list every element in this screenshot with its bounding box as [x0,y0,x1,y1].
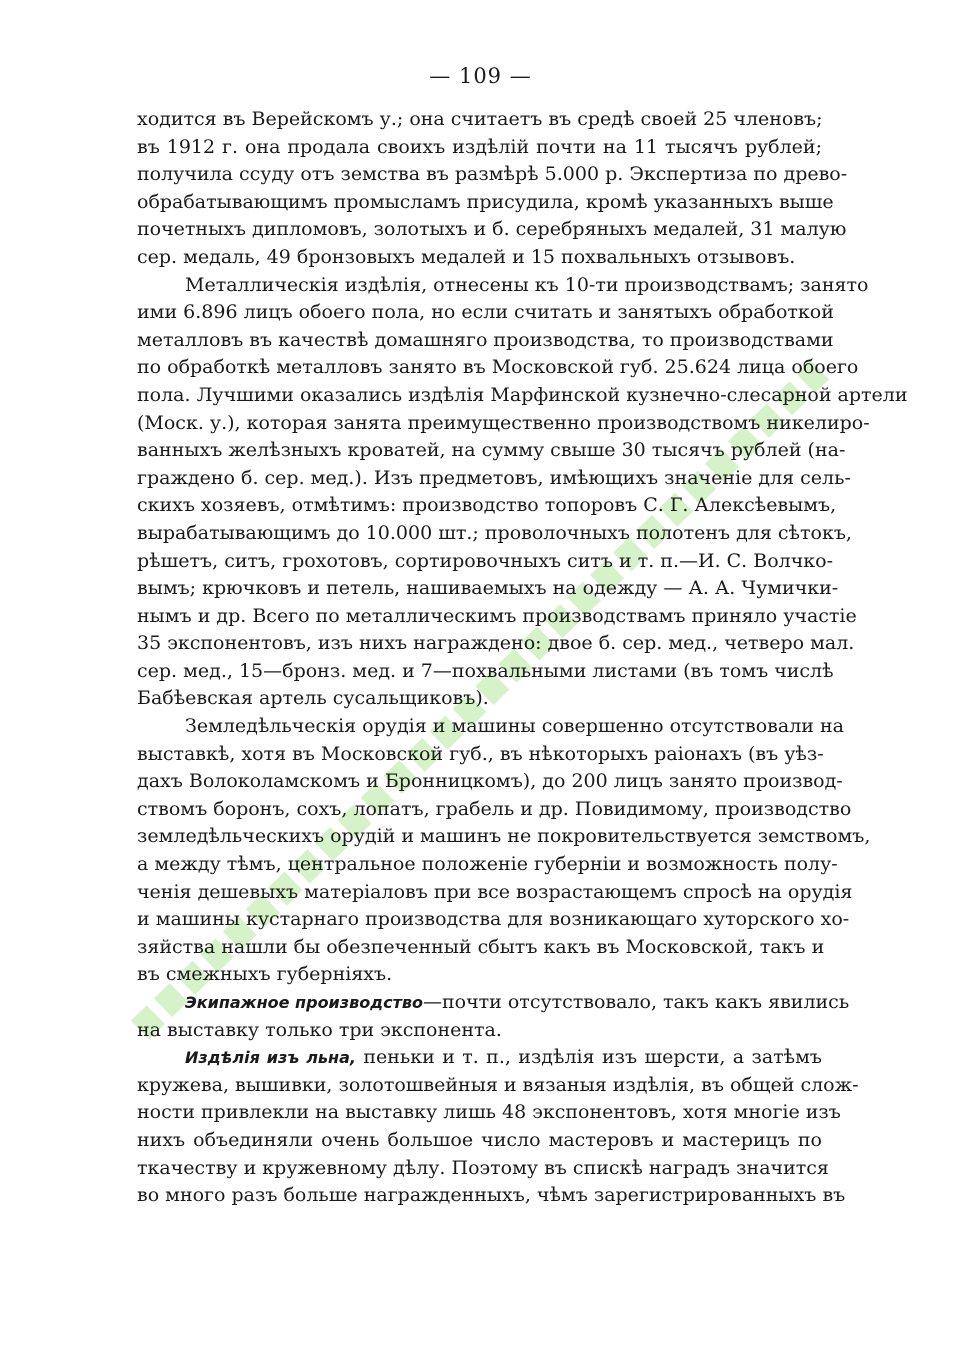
line-text: (Моск. у.), которая занята преимущественно производствомъ никелиро- [137,411,870,434]
text-line [137,382,908,410]
line-text: обрабатывающимъ промысламъ присудила, кромѣ указанныхъ выше [137,190,834,213]
line-text: металловъ въ качествѣ домашняго производства, то производствами [137,328,834,351]
text-line [137,134,822,162]
text-line [137,1072,859,1100]
text-line [137,216,847,244]
text-line [137,1099,841,1127]
text-line [137,768,843,796]
body-text [137,106,908,1210]
text-line [137,492,837,520]
line-text: кружева, вышивки, золотошвейныя и вязаныя издѣлія, въ общей слож- [137,1073,859,1096]
line-text: въ смежныхъ губерніяхъ. [137,963,393,986]
line-text: ченія дешевыхъ матеріаловъ при все возрастающемъ спросѣ на орудія [137,880,853,903]
line-text: ими 6.896 лицъ обоего пола, но если считать и занятыхъ обработкой [137,301,834,324]
line-text: по обработкѣ металловъ занято въ Московской губ. 25.624 лица обоего [137,356,859,379]
text-line [137,161,848,189]
line-text: почетныхъ дипломовъ, золотыхъ и б. серебряныхъ медалей, 31 малую [137,218,847,241]
text-line [137,410,870,438]
line-text: пеньки и т. п., издѣлія изъ шерсти, а затѣмъ [355,1046,823,1069]
text-line [137,603,857,631]
text-line [137,106,822,134]
text-line [137,879,853,907]
line-text: нымъ и др. Всего по металлическимъ производствамъ приняло участіе [137,604,857,627]
text-line [137,796,852,824]
line-text: на выставку только три экспонента. [137,1018,502,1041]
text-line [137,1044,822,1072]
text-line [137,189,834,217]
line-text: граждено б. сер. мед.). Изъ предметовъ, имѣющихъ значеніе для сель- [137,466,851,489]
line-text: пола. Лучшими оказались издѣлія Марфинской кузнечно-слесарной артели [137,383,908,406]
text-line [137,823,871,851]
line-text: ствомъ боронъ, сохъ, лопатъ, грабель и др. Повидимому, производство [137,797,852,820]
line-text: рѣшетъ, ситъ, грохотовъ, сортировочныхъ ситъ и т. п.—И. С. Волчко- [137,549,834,572]
line-text: —почти отсутствовало, такъ какъ явились [422,991,850,1013]
line-text: а между тѣмъ, центральное положеніе губерніи и возможность полу- [137,853,838,876]
text-line [137,1127,822,1155]
text-line [137,299,834,327]
line-text: ванныхъ желѣзныхъ кроватей, на сумму свыше 30 тысячъ рублей (на- [137,439,846,462]
text-line [137,851,838,879]
text-line [137,437,846,465]
text-line [137,354,859,382]
line-text: сер. мед., 15—бронз. мед. и 7—похвальными листами (въ томъ числѣ [137,659,834,682]
line-text: 35 экспонентовъ, изъ нихъ награждено: двое б. сер. мед., четверо мал. [137,632,855,655]
line-text: сер. медаль, 49 бронзовыхъ медалей и 15 похвальныхъ отзывовъ. [137,245,796,268]
text-line [137,713,844,741]
text-line [137,465,851,493]
line-text: во много разъ больше награжденныхъ, чѣмъ зарегистрированныхъ въ [137,1184,846,1207]
line-text: и машины кустарнаго производства для возникающаго хуторского хо- [137,908,850,931]
text-line [137,934,825,962]
text-line [137,685,822,713]
line-text: вымъ; крючковъ и петель, нашиваемыхъ на одежду — А. А. Чумички- [137,577,839,600]
line-text: нихъ объединяли очень большое число мастеровъ и мастерицъ по [137,1128,822,1151]
text-line [137,548,834,576]
line-text: Бабѣевская артель сусальщиковъ). [137,687,489,710]
line-text: выставкѣ, хотя въ Московской губ., въ нѣкоторыхъ раіонахъ (въ уѣз- [137,742,824,765]
text-line [137,520,852,548]
line-text: дахъ Волоколамскомъ и Бронницкомъ), до 200 лицъ занято производ- [137,770,843,793]
text-line [137,327,834,355]
line-text: Земледѣльческія орудія и машины совершенно отсутствовали на [185,715,844,738]
text-line [137,1017,822,1045]
text-line [137,272,869,300]
line-text: зяйства нашли бы обезпеченный сбытъ какъ въ Московской, такъ и [137,935,825,958]
section-lead: Экипажное производство [185,993,423,1012]
line-text: ходится въ Верейскомъ у.; она считаетъ въ средѣ своей 25 членовъ; [137,108,823,130]
text-line [137,630,855,658]
text-line [137,1155,829,1183]
text-line [137,1182,846,1210]
text-line [137,575,839,603]
line-text: получила ссуду отъ земства въ размѣрѣ 5.000 р. Экспертиза по древо- [137,163,848,186]
section-lead: Издѣлія изъ льна, [185,1048,356,1068]
text-line [137,989,850,1017]
line-text: скихъ хозяевъ, отмѣтимъ: производство топоровъ С. Г. Алексѣевымъ, [137,494,837,517]
text-line [137,906,850,934]
text-line [137,741,822,769]
line-text: вырабатывающимъ до 10.000 шт.; проволочныхъ полотенъ для сѣтокъ, [137,521,852,544]
page-number: — 109 — [429,64,532,88]
text-line [137,658,834,686]
line-text: ткачеству и кружевному дѣлу. Поэтому въ спискѣ наградъ значится [137,1156,829,1179]
line-text: ности привлекли на выставку лишь 48 экспонентовъ, хотя многіе изъ [137,1101,841,1124]
line-text: земледѣльческихъ орудій и машинъ не покровительствуется земствомъ, [137,825,871,848]
line-text: Металлическія издѣлія, отнесены къ 10-ти производствамъ; занято [185,273,869,296]
line-text: въ 1912 г. она продала своихъ издѣлій почти на 11 тысячъ рублей; [137,135,822,158]
text-line [137,961,822,989]
text-line [137,244,822,272]
